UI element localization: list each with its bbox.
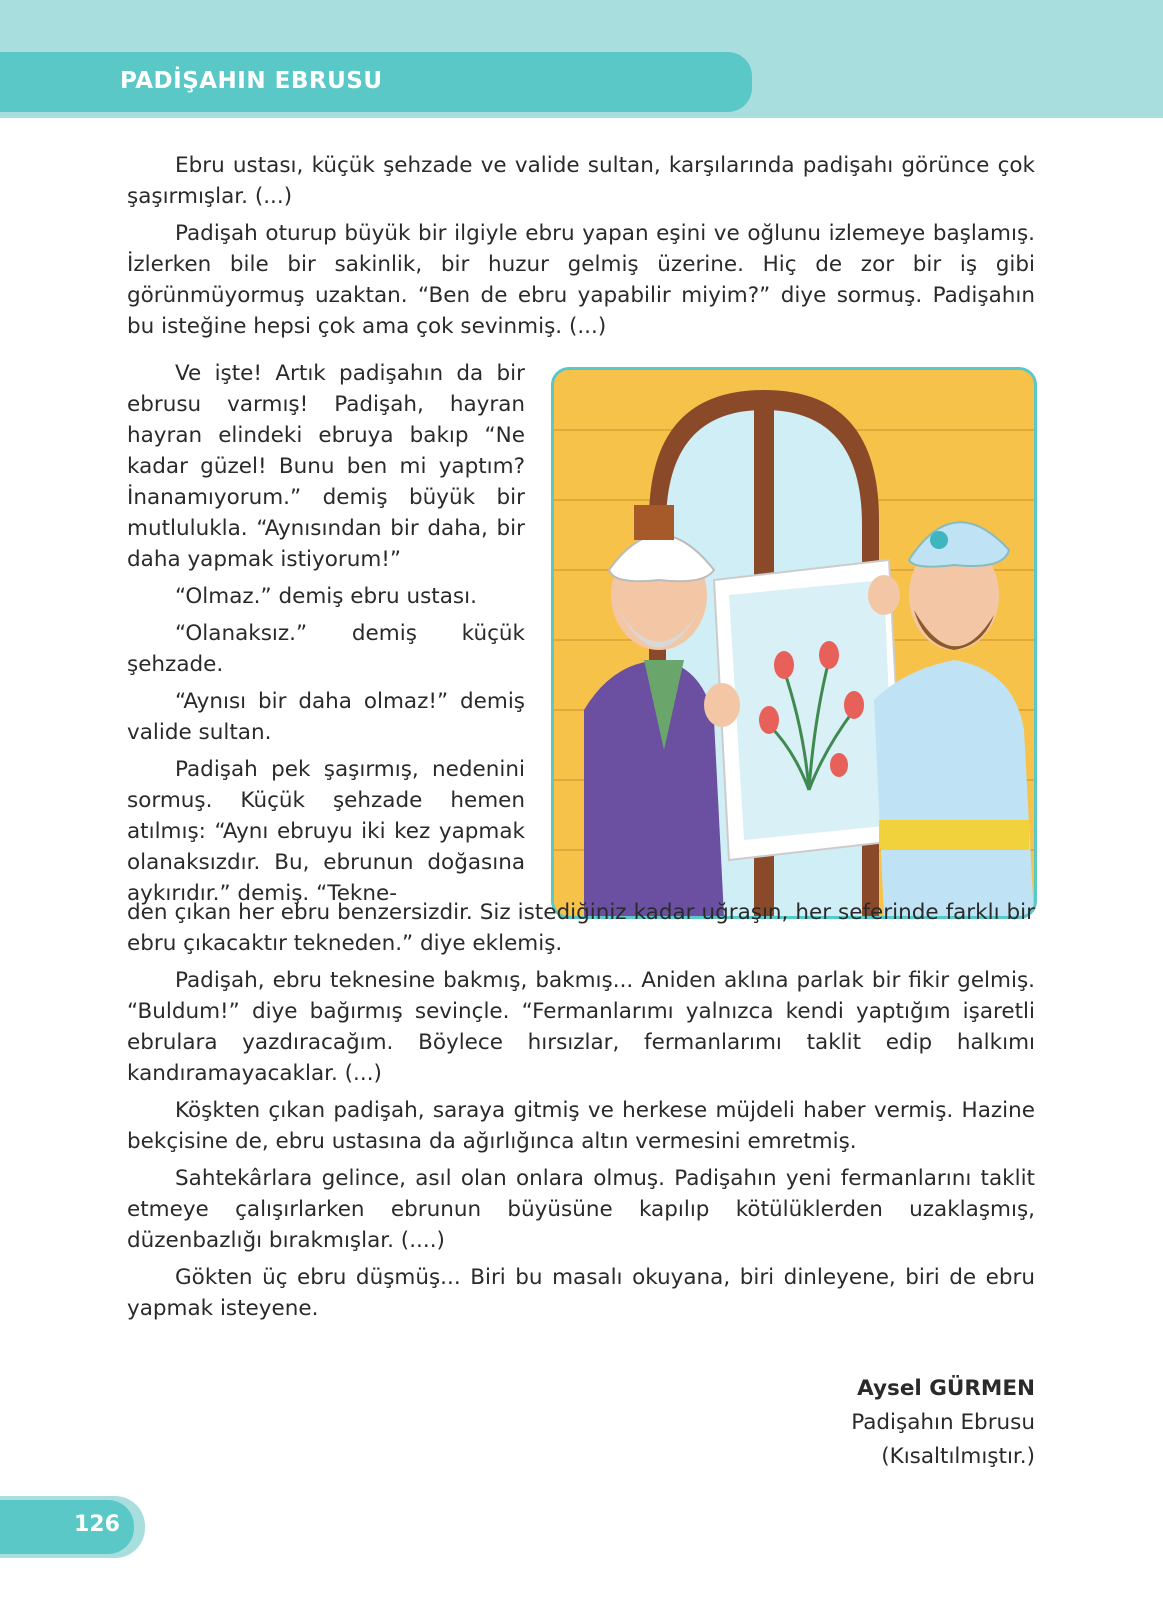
top-text bbox=[127, 150, 1035, 348]
page-number: 126 bbox=[74, 1512, 120, 1537]
paragraph: Ve işte! Artık padişahın da bir ebrusu varmış! Padişah, hayran hayran elindeki ebruya bakıp “Ne kadar güzel! Bunu ben mi yaptım? İnanamıyorum.” demiş büyük bir mutlulukla. “Aynısından bir daha, bir daha yapmak istiyorum!” bbox=[127, 361, 525, 572]
page-title: PADİŞAHIN EBRUSU bbox=[120, 68, 383, 94]
paragraph: Padişah oturup büyük bir ilgiyle ebru yapan eşini ve oğlunu izlemeye başlamış. İzlerken bile bir sakinlik, bir huzur gelmiş üzerine. Hiç de zor bir iş gibi görünmüyormuş uzaktan. “Ben de ebru yapabilir miyim?” diye sormuş. Padişahın bu isteğine hepsi çok ama çok sevinmiş. (...) bbox=[127, 221, 1035, 339]
wrapped-text bbox=[127, 358, 525, 915]
bottom-text bbox=[127, 897, 1035, 1330]
paragraph: Padişah, ebru teknesine bakmış, bakmış... Aniden aklına parlak bir fikir gelmiş. “Buldum!” diye bağırmış sevinçle. “Fermanlarımı yalnızca kendi yaptığım işaretli ebrulara yazdıracağım. Böylece hırsızlar, fermanlarımı taklit edip halkımı kandıramayacaklar. (...) bbox=[127, 968, 1035, 1086]
paragraph: Ebru ustası, küçük şehzade ve valide sultan, karşılarında padişahı görünce çok şaşırmışlar. (...) bbox=[127, 153, 1035, 209]
paragraph: den çıkan her ebru benzersizdir. Siz istediğiniz kadar uğraşın, her seferinde farklı bir ebru çıkacaktır tekneden.” diye eklemiş. bbox=[127, 900, 1035, 956]
paragraph: Padişah pek şaşırmış, nedenini sormuş. Küçük şehzade hemen atılmış: “Aynı ebruyu iki kez yapmak olanaksızdır. Bu, ebrunun doğasına aykırıdır.” demiş. “Tekne- bbox=[127, 757, 525, 906]
paragraph: Gökten üç ebru düşmüş... Biri bu masalı okuyana, biri dinleyene, biri de ebru yapmak isteyene. bbox=[127, 1265, 1035, 1321]
paragraph: “Olmaz.” demiş ebru ustası. bbox=[175, 584, 477, 609]
paragraph: “Olanaksız.” demiş küçük şehzade. bbox=[127, 621, 525, 677]
work-title: Padişahın Ebrusu bbox=[851, 1410, 1035, 1435]
story-illustration bbox=[551, 367, 1037, 919]
abridged-note: (Kısaltılmıştır.) bbox=[881, 1444, 1035, 1469]
paragraph: Sahtekârlara gelince, asıl olan onlara olmuş. Padişahın yeni fermanlarını taklit etmeye çalışırlarken ebrunun büyüsüne kapılıp kötülüklerden uzaklaşmış, düzenbazlığı bırakmışlar. (....) bbox=[127, 1166, 1035, 1253]
illustration-art bbox=[554, 370, 1034, 916]
attribution bbox=[851, 1372, 1035, 1474]
author-name: Aysel GÜRMEN bbox=[857, 1376, 1035, 1401]
paragraph: Köşkten çıkan padişah, saraya gitmiş ve herkese müjdeli haber vermiş. Hazine bekçisine de, ebru ustasına da ağırlığınca altın vermesini emretmiş. bbox=[127, 1098, 1035, 1154]
paragraph: “Aynısı bir daha olmaz!” demiş valide sultan. bbox=[127, 689, 525, 745]
